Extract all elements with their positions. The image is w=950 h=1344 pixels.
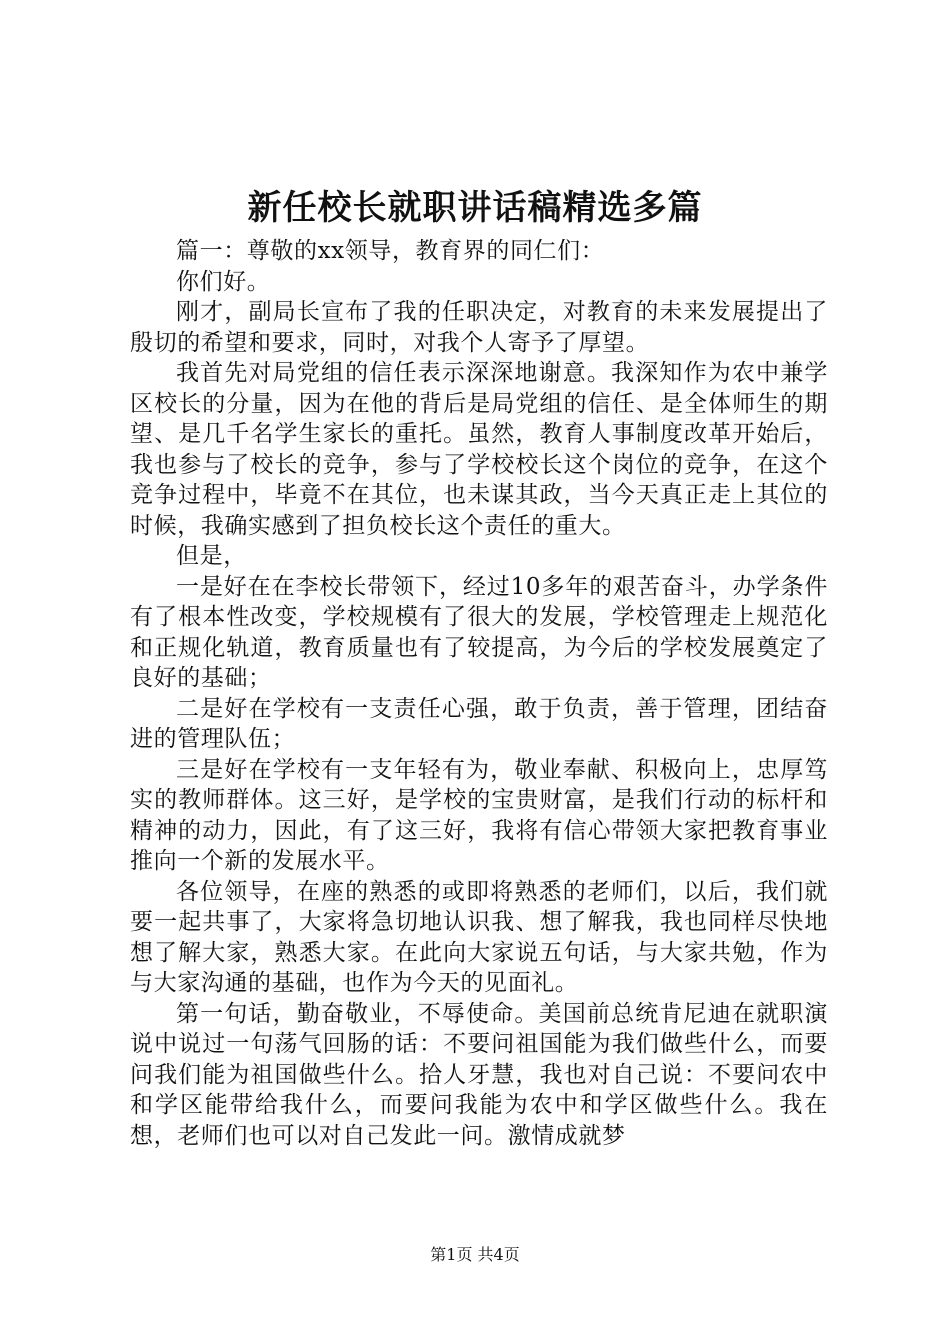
paragraph: 二是好在学校有一支责任心强，敢于负责，善于管理，团结奋进的管理队伍； [130, 695, 828, 752]
paragraph: 各位领导，在座的熟悉的或即将熟悉的老师们，以后，我们就要一起共事了，大家将急切地认识我、想了解我，我也同样尽快地想了解大家，熟悉大家。在此向大家说五句话，与大家共勉，作为与大家沟通的基础，也作为今天的见面礼。 [130, 878, 828, 996]
document-title: 新任校长就职讲话稿精选多篇 [247, 188, 703, 228]
document-body [130, 236, 828, 1151]
paragraph: 我首先对局党组的信任表示深深地谢意。我深知作为农中兼学区校长的分量，因为在他的背后是局党组的信任、是全体师生的期望、是几千名学生家长的重托。虽然，教育人事制度改革开始后，我也参与了校长的竞争，参与了学校校长这个岗位的竞争，在这个竞争过程中，毕竟不在其位，也未谋其政，当今天真正走上其位的时候，我确实感到了担负校长这个责任的重大。 [130, 360, 828, 539]
paragraph: 但是， [176, 543, 247, 569]
paragraph: 第一句话，勤奋敬业，不辱使命。美国前总统肯尼迪在就职演说中说过一句荡气回肠的话：不要问祖国能为我们做些什么，而要问我们能为祖国做些什么。拾人牙慧，我也对自己说：不要问农中和学区能带给我什么，而要问我能为农中和学区做些什么。我在想，老师们也可以对自己发此一问。激情成就梦 [130, 1000, 828, 1149]
paragraph: 刚才，副局长宣布了我的任职决定，对教育的未来发展提出了殷切的希望和要求，同时，对我个人寄予了厚望。 [130, 299, 828, 356]
paragraph: 篇一：尊敬的xx领导，教育界的同仁们： [176, 238, 605, 264]
paragraph: 三是好在学校有一支年轻有为，敬业奉献、积极向上，忠厚笃实的教师群体。这三好，是学校的宝贵财富，是我们行动的标杆和精神的动力，因此，有了这三好，我将有信心带领大家把教育事业推向一个新的发展水平。 [130, 756, 828, 874]
paragraph: 你们好。 [176, 268, 271, 295]
paragraph: 一是好在在李校长带领下，经过10多年的艰苦奋斗，办学条件有了根本性改变，学校规模有了很大的发展，学校管理走上规范化和正规化轨道，教育质量也有了较提高，为今后的学校发展奠定了良好的基础； [130, 573, 828, 691]
page-number-footer: 第1页 共4页 [430, 1245, 520, 1264]
